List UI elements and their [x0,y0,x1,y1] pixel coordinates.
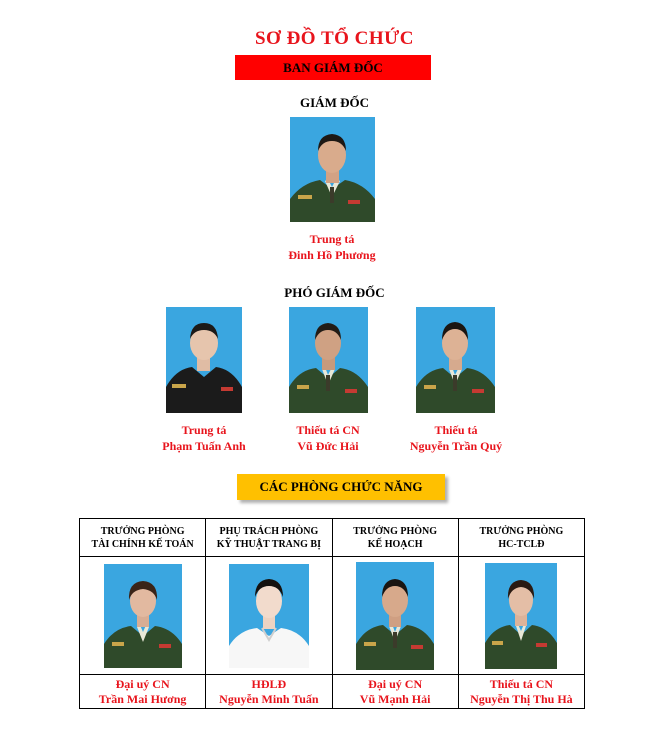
dept-photo-cell-2 [206,557,332,675]
dept-name-1: Trần Mai Hương [98,691,187,706]
deputy-name-2: Vũ Đức Hải [297,439,359,453]
dept-photo-cell-4 [458,557,584,675]
dept-photo-cell-1 [80,557,206,675]
dept-name-2: Nguyễn Minh Tuấn [219,691,319,706]
dept-name-4: Nguyễn Thị Thu Hà [470,691,573,706]
dept-caption-2 [206,675,332,709]
deputy-caption-3 [386,422,526,454]
deputy-name-3: Nguyễn Trần Quý [409,439,503,453]
director-rank: Trung tá [309,232,355,246]
dept-rank-3: Đại uý CN [368,676,423,691]
dept-caption-1 [80,675,206,709]
dept-header-2 [206,519,332,557]
director-caption [232,231,432,263]
director-name: Đinh Hồ Phương [288,248,376,262]
director-photo [290,117,375,222]
deputy-caption-2 [258,422,398,454]
dept-rank-1: Đại uý CN [115,676,170,691]
deputy-rank-3: Thiếu tá [434,423,478,437]
dept-title-line2-4: HC-TCLĐ [498,538,545,550]
deputy-heading: PHÓ GIÁM ĐỐC [284,285,385,300]
dept-title-line1-4: TRƯỞNG PHÒNG [479,525,564,537]
departments-header-row [80,519,585,557]
departments-photo-row [80,557,585,675]
deputy-photo-3 [416,307,495,413]
dept-photo-3 [356,562,434,670]
dept-photo-cell-3 [332,557,458,675]
page-title: SƠ ĐỒ TỔ CHỨC [254,28,415,49]
director-heading: GIÁM ĐỐC [300,95,369,110]
dept-title-line2-2: KỸ THUẬT TRANG BỊ [216,538,321,550]
dept-photo-2 [229,564,309,668]
departments-table [79,518,585,709]
dept-rank-2: HĐLĐ [251,676,287,691]
deputy-rank-1: Trung tá [181,423,227,437]
dept-name-3: Vũ Mạnh Hải [359,691,431,706]
deputy-rank-2: Thiếu tá CN [296,423,360,437]
deputy-photo-1 [166,307,242,413]
deputy-name-1: Phạm Tuấn Anh [162,439,246,453]
dept-photo-1 [104,564,182,668]
deputy-caption-1 [134,422,274,454]
dept-photo-4 [485,563,557,669]
dept-title-line2-3: KẾ HOẠCH [367,538,423,550]
dept-caption-3 [332,675,458,709]
dept-header-3 [332,519,458,557]
departments-name-row [80,675,585,709]
departments-banner: CÁC PHÒNG CHỨC NĂNG [237,474,445,500]
dept-header-1 [80,519,206,557]
board-banner: BAN GIÁM ĐỐC [235,55,431,80]
dept-header-4 [458,519,584,557]
dept-title-line1-3: TRƯỞNG PHÒNG [353,525,438,537]
dept-title-line2-1: TÀI CHÍNH KẾ TOÁN [91,538,194,550]
dept-caption-4 [458,675,584,709]
dept-title-line1-1: TRƯỞNG PHÒNG [100,525,185,537]
deputy-photo-2 [289,307,368,413]
dept-rank-4: Thiếu tá CN [489,676,554,691]
dept-title-line1-2: PHỤ TRÁCH PHÒNG [219,525,319,537]
